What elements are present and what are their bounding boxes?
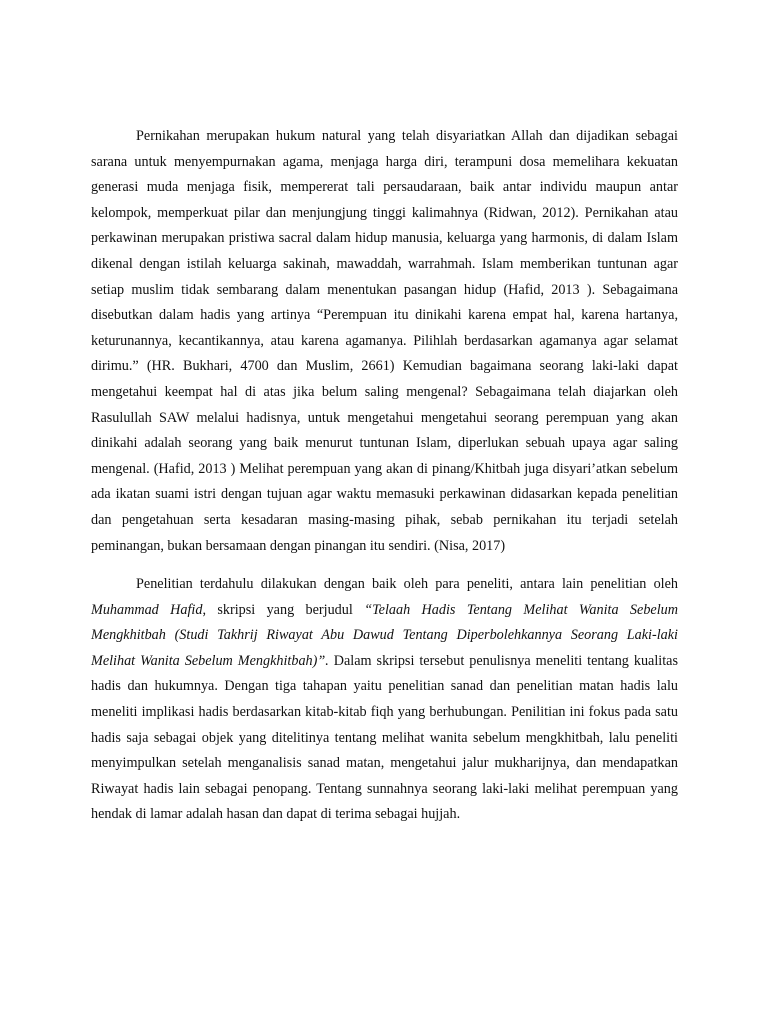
paragraph-previous-research [91,572,678,828]
author-name: Muhammad Hafid [91,601,203,618]
paragraph-2-text-body: Dalam skripsi tersebut penulisnya meneliti tentang kualitas hadis dan hukumnya. Dengan tiga tahapan yaitu penelitian sanad dan penelitian matan hadis lalu meneliti implikasi hadis berdasarkan kitab-kitab fiqh yang berhubungan. Penilitian ini fokus pada satu hadis saja sebagai objek yang ditelitinya tentang melihat wanita sebelum mengkhitbah, lalu peneliti menyimpulkan setelah menganalisis sanad matan, mengetahui jalur mukharijnya, dan mendapatkan Riwayat hadis lain sebagai penopang. Tentang sunnahnya seorang laki-laki melihat perempuan yang hendak di lamar adalah hasan dan dapat di terima sebagai hujjah. [91,652,678,823]
paragraph-marriage-intro [91,124,678,559]
document-page [91,124,678,828]
thesis-title: “Telaah Hadis Tentang Melihat Wanita Sebelum Mengkhitbah (Studi Takhrij Riwayat Abu Dawud Tentang Diperbolehkannya Seorang Laki-laki Melihat Wanita Sebelum Mengkhitbah)”. [91,601,678,669]
paragraph-2-text-intro: Penelitian terdahulu dilakukan dengan baik oleh para peneliti, antara lain penelitian oleh [136,576,678,593]
paragraph-1-text: Pernikahan merupakan hukum natural yang telah disyariatkan Allah dan dijadikan sebagai sarana untuk menyempurnakan agama, menjaga harga diri, terampuni dosa memelihara kekuatan generasi muda menjaga fisik, mempererat tali persaudaraan, baik antar individu maupun antar kelompok, memperkuat pilar dan menjungjung tinggi kalimahnya (Ridwan, 2012). Pernikahan atau perkawinan merupakan pristiwa sacral dalam hidup manusia, keluarga yang harmonis, di dalam Islam dikenal dengan istilah keluarga sakinah, mawaddah, warrahmah. Islam memberikan tuntunan agar setiap muslim tidak sembarang dalam menentukan pasangan hidup (Hafid, 2013 ). Sebagaimana disebutkan dalam hadis yang artinya “Perempuan itu dinikahi karena empat hal, karena hartanya, keturunannya, kecantikannya, atau karena agamanya. Pilihlah berdasarkan agamanya agar selamat dirimu.” (HR. Bukhari, 4700 dan Muslim, 2661) Kemudian bagaimana seorang laki-laki dapat mengetahui keempat hal di atas jika belum saling mengenal? Sebagaimana telah diajarkan oleh Rasulullah SAW melalui hadisnya, untuk mengetahui mengetahui seorang perempuan yang akan dinikahi adalah seorang yang baik menurut tuntunan Islam, diperlukan sebuah upaya agar saling mengenal. (Hafid, 2013 ) Melihat perempuan yang akan di pinang/Khitbah juga disyari’atkan sebelum ada ikatan suami istri dengan tujuan agar waktu memasuki perkawinan didasarkan kepada penelitian dan pengetahuan serta kesadaran masing-masing pihak, sebab pernikahan itu terjadi setelah peminangan, bukan bersamaan dengan pinangan itu sendiri. (Nisa, 2017) [91,128,678,554]
paragraph-2-text-skripsi: , skripsi yang berjudul [202,601,365,618]
